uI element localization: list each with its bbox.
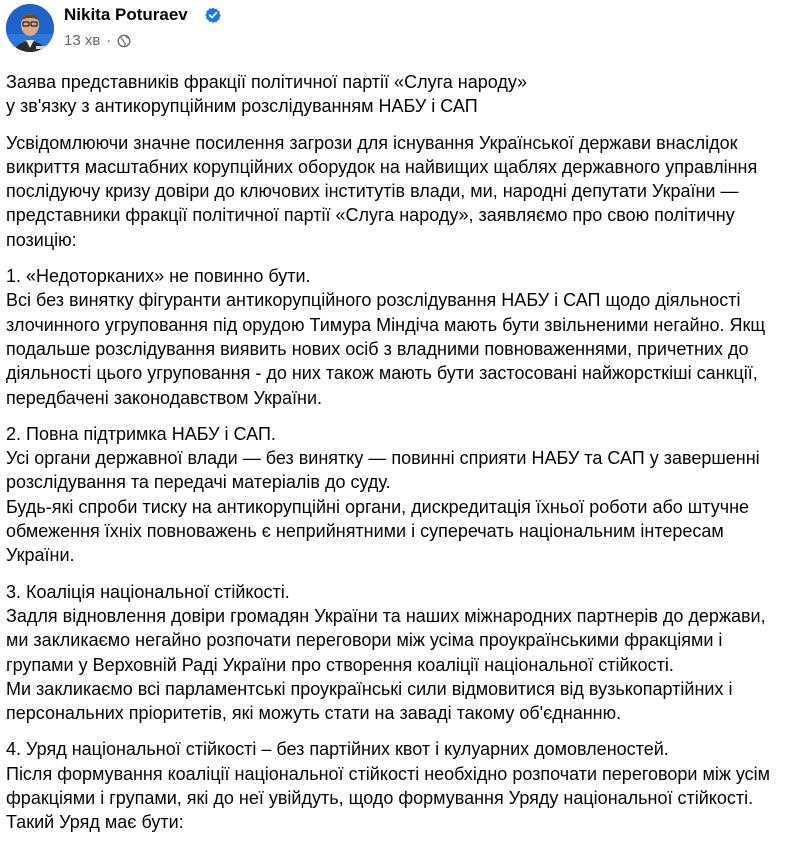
text-line: Після формування коаліції національної стійкості необхідно розпочати переговори між усім: [6, 763, 771, 784]
text-line: 4. Уряд національної стійкості – без партійних квот і кулуарних домовленостей.: [6, 739, 669, 760]
post-paragraph: [6, 264, 796, 410]
post-meta: [64, 32, 131, 49]
text-line: 3. Коаліція національної стійкості.: [6, 581, 290, 602]
text-line: злочинного угруповання під орудою Тимура Міндіча мають бути звільненими негайно. Якщ: [6, 314, 766, 335]
text-line: Усвідомлюючи значне посилення загрози для існування Української держави внаслідок: [6, 132, 738, 153]
text-line: Усі органи державної влади — без винятку — повинні сприяти НАБУ та САП у завершенні: [6, 448, 760, 469]
text-line: Задля відновлення довіри громадян України та наших міжнародних партнерів до держави,: [6, 605, 766, 626]
text-line: викриття масштабних корупційних оборудок на найвищих щаблях державного управління: [6, 156, 758, 177]
post-timestamp[interactable]: 13 хв: [64, 32, 101, 49]
text-line: Заява представників фракції політичної партії «Слуга народу»: [6, 72, 528, 92]
text-line: України.: [6, 545, 75, 566]
text-line: представники фракції політичної партії «Слуга народу», заявляємо про свою політичну: [6, 205, 735, 226]
text-line: Ми закликаємо всі парламентські проукраїнські сили відмовитися від вузькопартійних і: [6, 678, 733, 699]
text-line: Всі без винятку фігуранти антикорупційного розслідування НАБУ і САП щодо діяльності: [6, 290, 741, 311]
text-line: позицію:: [6, 229, 77, 250]
post-paragraph: [6, 131, 796, 252]
text-line: персональних пріоритетів, які можуть стати на заваді такому об'єднанню.: [6, 703, 622, 724]
avatar-image: [6, 4, 54, 52]
post-paragraph: [6, 70, 796, 119]
text-line: групами у Верховній Раді України про створення коаліції національної стійкості.: [6, 654, 674, 675]
post-paragraph: [6, 580, 796, 726]
text-line: Такий Уряд має бути:: [6, 812, 184, 833]
text-line: подальше розслідування виявить нових осіб з владними повноваженнями, причетних до: [6, 338, 749, 359]
text-line: 2. Повна підтримка НАБУ і САП.: [6, 423, 276, 444]
text-line: передбачені законодавством України.: [6, 387, 323, 408]
post-paragraph: [6, 422, 796, 568]
text-line: діяльності цього угруповання - до них також мають бути застосовані найжорсткіші санкції,: [6, 363, 758, 384]
text-line: розслідування та передачі матеріалів до суду.: [6, 472, 391, 493]
text-line: 1. «Недоторканих» не повинно бути.: [6, 266, 311, 287]
text-line: послідуючу кризу довіри до ключових інститутів влади, ми, народні депутати України —: [6, 181, 739, 202]
text-line: фракціями і групами, які до неї увійдуть, щодо формування Уряду національної стійкості.: [6, 788, 754, 809]
text-line: Будь-які спроби тиску на антикорупційні органи, дискредитація їхньої роботи або штучне: [6, 496, 750, 517]
text-line: ми закликаємо негайно розпочати переговори між усіма проукраїнськими фракціями і: [6, 630, 723, 651]
post-paragraph: [6, 737, 796, 834]
text-line: у зв'язку з антикорупційним розслідуванням НАБУ і САП: [6, 96, 478, 117]
author-avatar[interactable]: [6, 4, 54, 52]
post-text: [6, 70, 796, 847]
text-line: обмеження їхніх повноважень є неприйнятними і суперечать національним інтересам: [6, 521, 724, 542]
globe-icon[interactable]: [117, 34, 131, 48]
post-header: [0, 0, 800, 60]
meta-separator: ·: [106, 32, 112, 49]
verified-badge-icon: [205, 7, 221, 23]
author-name[interactable]: Nikita Poturaev: [64, 5, 188, 24]
